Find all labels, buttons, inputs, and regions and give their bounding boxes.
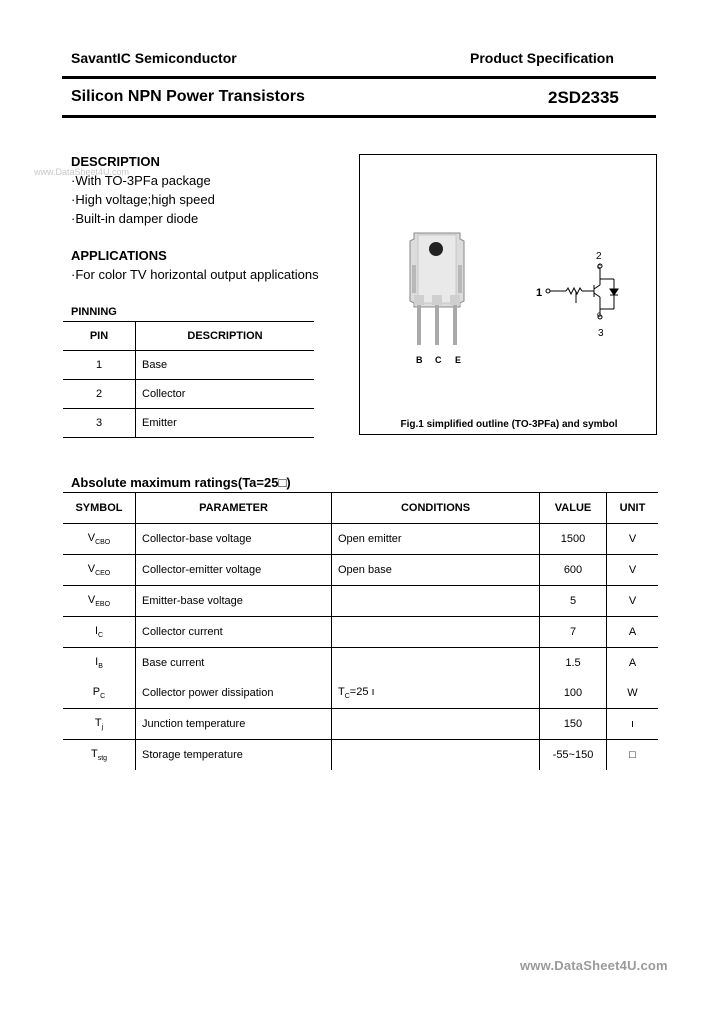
symbol-cell: $V_{CEO}$ (63, 555, 136, 586)
pin-number: 3 (63, 409, 136, 438)
conditions-cell (332, 648, 540, 679)
symbol-pin-2: 2 (596, 251, 602, 262)
parameter-cell: Storage temperature (136, 740, 332, 771)
unit-cell: A (607, 617, 659, 648)
pinning-table (63, 321, 314, 438)
spec-label: Product Specification (470, 50, 614, 66)
package-outline-figure (360, 155, 656, 415)
unit-cell: □ (629, 749, 636, 761)
description-item: ·High voltage;high speed (71, 192, 215, 207)
symbol-cell: $V_{EBO}$ (63, 586, 136, 617)
symbol-c-top: c (597, 262, 601, 271)
table-row (63, 524, 658, 555)
pinning-title: PINNING (71, 306, 117, 318)
unit-cell: V (607, 586, 659, 617)
applications-item: ·For color TV horizontal output applications (71, 267, 319, 282)
ratings-table (63, 492, 658, 770)
lead-label-b: B (416, 355, 423, 365)
value-cell: -55~150 (540, 740, 607, 771)
value-cell: 1.5 (540, 648, 607, 679)
ratings-header-row (63, 493, 658, 524)
pin-number: 2 (63, 380, 136, 409)
to3pfa-package-icon (410, 233, 464, 345)
conditions-cell: Open base (332, 555, 540, 586)
parameter-cell: Collector-emitter voltage (136, 555, 332, 586)
table-row (63, 740, 658, 771)
table-row (63, 617, 658, 648)
part-number: 2SD2335 (548, 88, 619, 107)
symbol-header: SYMBOL (63, 493, 136, 524)
watermark-top: www.DataSheet4U.com (34, 167, 130, 177)
value-cell: 1500 (540, 524, 607, 555)
lead-label-c: C (435, 355, 442, 365)
ratings-title-unit: □) (278, 475, 291, 490)
symbol-cell: $I_C$ (63, 617, 136, 648)
description-item: ·Built-in damper diode (71, 211, 199, 226)
pin-description: Base (136, 351, 315, 380)
unit-header: UNIT (607, 493, 659, 524)
pin-description: Collector (136, 380, 315, 409)
unit-cell: ı (607, 709, 659, 740)
table-row (63, 380, 314, 409)
conditions-header: CONDITIONS (332, 493, 540, 524)
conditions-cell (332, 586, 540, 617)
table-row (63, 648, 658, 679)
figure-box (359, 154, 657, 435)
conditions-cell (332, 740, 540, 771)
symbol-cell: $V_{CBO}$ (63, 524, 136, 555)
symbol-pin-1: 1 (536, 287, 543, 299)
pin-description: Emitter (136, 409, 315, 438)
parameter-cell: Base current (136, 648, 332, 679)
table-row (63, 555, 658, 586)
table-row (63, 409, 314, 438)
conditions-cell: Open emitter (332, 524, 540, 555)
parameter-cell: Emitter-base voltage (136, 586, 332, 617)
table-row (63, 351, 314, 380)
unit-cell: A (628, 657, 637, 669)
header-rule-bottom (62, 115, 656, 118)
ratings-title (71, 475, 291, 490)
symbol-pin-3: 3 (598, 328, 604, 339)
parameter-cell: Collector power dissipation (136, 678, 332, 709)
lead-label-e: E (455, 355, 462, 365)
footer-watermark: www.DataSheet4U.com (520, 958, 668, 973)
table-row (63, 709, 658, 740)
symbol-cell: $P_C$ (63, 678, 136, 709)
pin-desc-header: DESCRIPTION (136, 322, 315, 351)
document-title: Silicon NPN Power Transistors (71, 88, 305, 105)
header-rule-top (62, 76, 656, 79)
parameter-header: PARAMETER (136, 493, 332, 524)
value-header: VALUE (540, 493, 607, 524)
unit-cell: V (607, 555, 659, 586)
symbol-cell: $I_B$ (63, 648, 136, 679)
value-cell: 600 (540, 555, 607, 586)
unit-cell: V (607, 524, 659, 555)
unit-cell: W (607, 678, 659, 709)
conditions-cell: $T_C=25$ ı (332, 678, 540, 709)
parameter-cell: Collector-base voltage (136, 524, 332, 555)
description-title: DESCRIPTION (71, 154, 160, 169)
description-item: ·With TO-3PFa package (71, 173, 211, 188)
applications-title: APPLICATIONS (71, 248, 167, 263)
figure-caption: Fig.1 simplified outline (TO-3PFa) and symbol (400, 419, 618, 430)
pin-number: 1 (63, 351, 136, 380)
value-cell: 150 (540, 709, 607, 740)
table-row (63, 586, 658, 617)
symbol-cell: $T_j$ (63, 709, 136, 740)
symbol-c-bottom: c (597, 310, 601, 319)
transistor-symbol-icon (546, 264, 618, 319)
parameter-cell: Junction temperature (136, 709, 332, 740)
pin-header: PIN (63, 322, 136, 351)
company-name: SavantIC Semiconductor (71, 50, 237, 66)
pinning-header-row (63, 322, 314, 351)
value-cell: 5 (540, 586, 607, 617)
table-row (63, 678, 658, 709)
conditions-cell (332, 709, 540, 740)
ratings-title-text: Absolute maximum ratings(Ta=25 (71, 475, 279, 490)
value-cell: 100 (540, 678, 607, 709)
value-cell: 7 (540, 617, 607, 648)
parameter-cell: Collector current (136, 617, 332, 648)
conditions-cell (332, 617, 540, 648)
symbol-cell: $T_{stg}$ (63, 740, 136, 771)
